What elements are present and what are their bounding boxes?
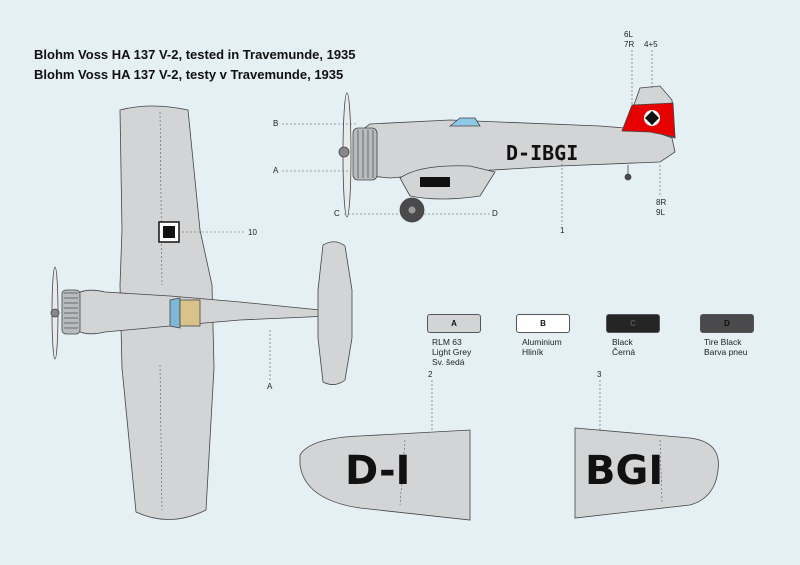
side-registration: D-IBGI (506, 141, 579, 165)
swatch-c: C (606, 314, 660, 333)
callout-wing-2: 2 (428, 370, 433, 379)
caption-c-line1: Black (612, 337, 633, 347)
horizontal-tail (318, 242, 352, 385)
callout-side-1: 1 (560, 226, 565, 235)
callout-side-b: B (273, 119, 279, 128)
caption-d-line1: Tire Black (704, 337, 742, 347)
callout-6l: 6L (624, 30, 633, 39)
caption-c (612, 337, 635, 357)
callout-top-10: 10 (248, 228, 257, 237)
callout-top-a: A (267, 382, 273, 391)
swatch-a: A (427, 314, 481, 333)
caption-b-line2: Hliník (522, 347, 544, 357)
tail-wheel (625, 174, 631, 180)
callout-4plus5: 4+5 (644, 40, 658, 49)
callout-9l: 9L (656, 208, 665, 217)
callout-wing-3: 3 (597, 370, 602, 379)
swatch-d: D (700, 314, 754, 333)
canopy-side (450, 118, 480, 126)
cowling-side (353, 128, 377, 180)
fairing-marking (420, 177, 450, 187)
caption-a-line1: RLM 63 (432, 337, 462, 347)
caption-c-line2: Černá (612, 347, 636, 357)
cowling-top (62, 290, 80, 334)
windscreen-top (170, 298, 180, 328)
spinner-top (51, 309, 59, 317)
callout-side-c: C (334, 209, 340, 218)
callout-7r: 7R (624, 40, 635, 49)
wing-square-inner (163, 226, 175, 238)
spinner-side (339, 147, 349, 157)
caption-b (522, 337, 562, 357)
callout-side-d: D (492, 209, 498, 218)
callout-8r: 8R (656, 198, 667, 207)
title-english: Blohm Voss HA 137 V-2, tested in Travemunde, 1935 (34, 47, 356, 62)
wing-right-letters: BGI (585, 448, 664, 494)
caption-d (704, 337, 747, 357)
caption-a (432, 337, 471, 367)
title-czech: Blohm Voss HA 137 V-2, testy v Travemunde, 1935 (34, 67, 344, 82)
callout-side-a: A (273, 166, 279, 175)
caption-a-line3: Sv. šedá (432, 357, 465, 367)
caption-a-line2: Light Grey (432, 347, 472, 357)
caption-d-line2: Barva pneu (704, 347, 748, 357)
caption-b-line1: Aluminium (522, 337, 562, 347)
wing-left-letters: D-I (345, 448, 411, 494)
cockpit-top (180, 300, 200, 326)
wheel-hub (408, 206, 416, 214)
swatch-b: B (516, 314, 570, 333)
